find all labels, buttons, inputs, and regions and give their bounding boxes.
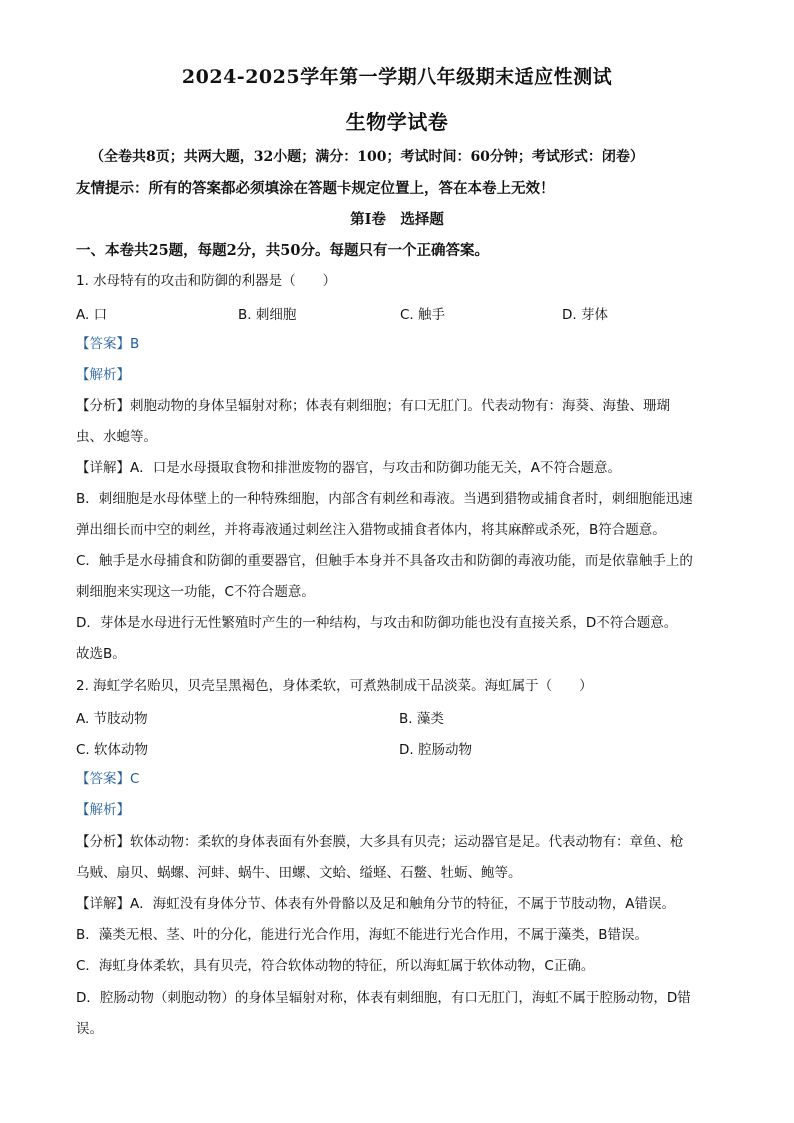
q1-analysis-line: C．触手是水母捕食和防御的重要器官，但触手本身并不具备攻击和防御的毒液功能，而是依靠触手上的 <box>76 553 693 569</box>
q2-analysis-line: B．藻类无根、茎、叶的分化，能进行光合作用，海虹不能进行光合作用，不属于藻类，B错误。 <box>76 927 649 943</box>
q1-option-a: A. 口 <box>76 307 108 323</box>
q2-analysis-line: 【详解】A．海虹没有身体分节、体表有外骨骼以及足和触角分节的特征，不属于节肢动物，A错误。 <box>76 896 675 912</box>
q1-analysis-line: 【分析】刺胞动物的身体呈辐射对称；体表有刺细胞；有口无肛门。代表动物有：海葵、海蛰、珊瑚 <box>76 398 670 414</box>
q2-option-a: A. 节肢动物 <box>76 711 148 727</box>
q2-option-b: B. 藻类 <box>399 711 444 727</box>
q2-analysis-line: C．海虹身体柔软，具有贝壳，符合软体动物的特征，所以海虹属于软体动物，C正确。 <box>76 958 595 974</box>
q2-analysis-line: D．腔肠动物（刺胞动物）的身体呈辐射对称，体表有刺细胞，有口无肛门，海虹不属于腔肠动物，D错 <box>76 990 691 1006</box>
q1-analysis-line: B．刺细胞是水母体壁上的一种特殊细胞，内部含有刺丝和毒液。当遇到猎物或捕食者时，刺细胞能迅速 <box>76 491 693 507</box>
exam-title: 2024-2025学年第一学期八年级期末适应性测试 <box>181 66 613 88</box>
q1-stem: 1. 水母特有的攻击和防御的利器是（ ） <box>76 273 337 289</box>
q1-analysis-label: 【解析】 <box>76 367 130 383</box>
q1-option-b: B. 刺细胞 <box>238 307 297 323</box>
q1-option-c: C. 触手 <box>400 307 446 323</box>
q2-analysis-label: 【解析】 <box>76 802 130 818</box>
q1-analysis-line: D．芽体是水母进行无性繁殖时产生的一种结构，与攻击和防御功能也没有直接关系，D不符合题意。 <box>76 615 678 631</box>
q1-analysis-line: 故选B。 <box>76 646 126 662</box>
q2-analysis-line: 【分析】软体动物：柔软的身体表面有外套膜，大多具有贝壳；运动器官是足。代表动物有：章鱼、枪 <box>76 834 684 850</box>
q1-analysis-line: 刺细胞来实现这一功能，C不符合题意。 <box>76 584 315 600</box>
q2-answer: 【答案】C <box>76 771 140 787</box>
q2-analysis-line: 乌贼、扇贝、蜗螺、河蚌、蜗牛、田螺、文蛤、缢蛏、石鳖、牡蛎、鲍等。 <box>76 865 522 881</box>
q1-analysis-line: 【详解】A．口是水母摄取食物和排泄废物的器官，与攻击和防御功能无关，A不符合题意。 <box>76 460 621 476</box>
q2-option-c: C. 软体动物 <box>76 742 149 758</box>
q2-stem: 2. 海虹学名贻贝，贝壳呈黑褐色，身体柔软，可煮熟制成干品淡菜。海虹属于（ ） <box>76 678 593 694</box>
q1-analysis-line: 弹出细长而中空的刺丝，并将毒液通过刺丝注入猎物或捕食者体内，将其麻醉或杀死，B符合题意。 <box>76 522 666 538</box>
part-title: 一、本卷共25题，每题2分，共50分。每题只有一个正确答案。 <box>76 242 489 259</box>
q2-option-d: D. 腔肠动物 <box>399 742 472 758</box>
q1-option-d: D. 芽体 <box>562 307 608 323</box>
q2-analysis-line: 误。 <box>76 1021 103 1037</box>
q1-analysis-line: 虫、水螅等。 <box>76 429 157 445</box>
q1-answer: 【答案】B <box>76 336 140 352</box>
section-title: 第Ⅰ卷 选择题 <box>350 211 444 228</box>
exam-subtitle: 生物学试卷 <box>345 110 449 134</box>
exam-tip: 友情提示：所有的答案都必须填涂在答题卡规定位置上，答在本卷上无效！ <box>76 180 555 197</box>
exam-info-note: （全卷共8页；共两大题，32小题；满分：100；考试时间：60分钟；考试形式：闭卷） <box>90 149 644 165</box>
